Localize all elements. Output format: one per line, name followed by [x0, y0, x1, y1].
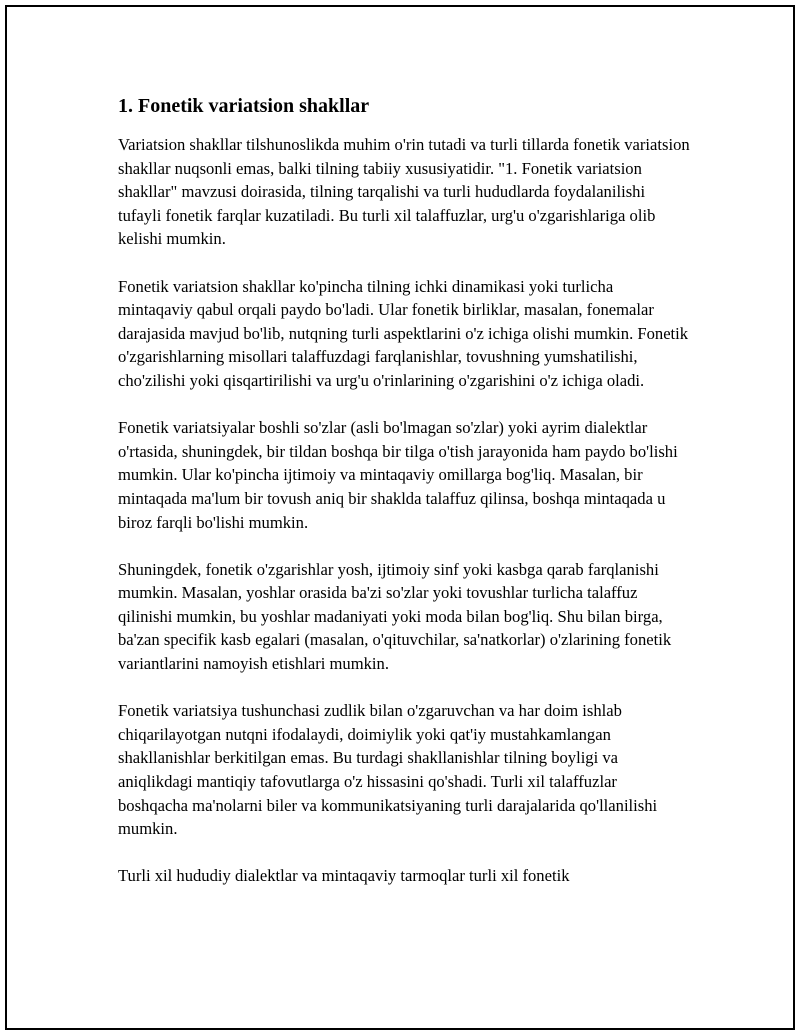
paragraph-5: Fonetik variatsiya tushunchasi zudlik bilan o'zgaruvchan va har doim ishlab chiqarilayotgan nutqni ifodalaydi, doimiylik yoki qat'iy mustahkamlangan shakllanishlar berkitilgan emas. Bu turdagi shakllanishlar tilning boyligi va aniqlikdagi mantiqiy tafovutlarga o'z hissasini qo'shadi. Turli xil talaffuzlar boshqacha ma'nolarni biler va kommunikatsiyaning turli darajalarida qo'llanilishi mumkin.: [118, 701, 658, 839]
paragraph-2: Fonetik variatsion shakllar ko'pincha tilning ichki dinamikasi yoki turlicha mintaqaviy qabul orqali paydo bo'ladi. Ular fonetik birliklar, masalan, fonemalar darajasida mavjud bo'lib, nutqning turli aspektlarini o'z ichiga olishi mumkin. Fonetik o'zgarishlarning misollari talaffuzdagi farqlanishlar, tovushning yumshatilishi, cho'zilishi yoki qisqartirilishi va urg'u o'rinlarining o'zgarishini o'z ichiga oladi.: [118, 276, 689, 390]
paragraph-4: Shuningdek, fonetik o'zgarishlar yosh, ijtimoiy sinf yoki kasbga qarab farqlanishi mumkin. Masalan, yoshlar orasida ba'zi so'zlar yoki tovushlar turlicha talaffuz qilinishi mumkin, bu yoshlar madaniyati yoki moda bilan bog'liq. Shu bilan birga, ba'zan specifik kasb egalari (masalan, o'qituvchilar, sa'natkorlar) o'zlarining fonetik variantlarini namoyish etishlari mumkin.: [118, 559, 672, 674]
paragraph-6: Turli xil hududiy dialektlar va mintaqaviy tarmoqlar turli xil fonetik: [118, 866, 570, 886]
paragraph-3: Fonetik variatsiyalar boshli so'zlar (asli bo'lmagan so'zlar) yoki ayrim dialektlar o'rtasida, shuningdek, bir tildan boshqa bir tilga o'tish jarayonida ham paydo bo'lishi mumkin. Ular ko'pincha ijtimoiy va mintaqaviy omillarga bog'liq. Masalan, bir mintaqada ma'lum bir tovush aniq bir shaklda talaffuz qilinsa, boshqa mintaqada u biroz farqli bo'lishi mumkin.: [118, 418, 678, 532]
document-body: [118, 93, 690, 912]
paragraph-1: Variatsion shakllar tilshunoslikda muhim o'rin tutadi va turli tillarda fonetik variatsion shakllar nuqsonli emas, balki tilning tabiiy xususiyatidir. "1. Fonetik variatsion shakllar" mavzusi doirasida, tilning tarqalishi va turli hududlarda foydalanilishi tufayli fonetik farqlar kuzatiladi. Bu turli xil talaffuzlar, urg'u o'zgarishlariga olib kelishi mumkin.: [118, 135, 690, 249]
section-heading: 1. Fonetik variatsion shakllar: [118, 95, 370, 117]
